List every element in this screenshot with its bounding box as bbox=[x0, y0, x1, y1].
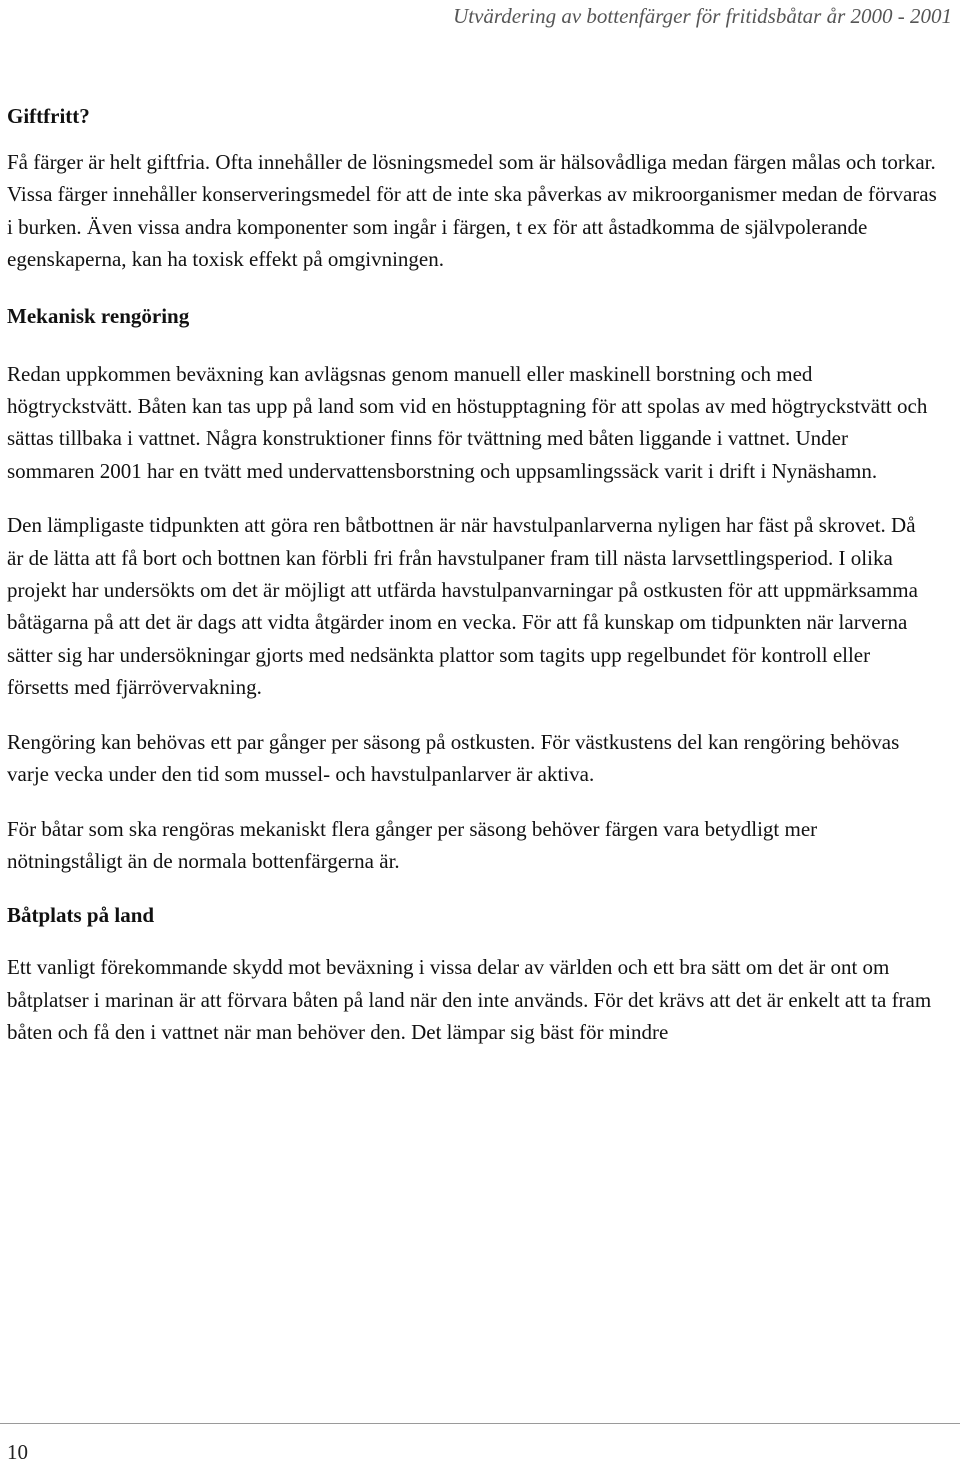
page-number: 10 bbox=[7, 1440, 28, 1464]
heading-giftfritt: Giftfritt? bbox=[7, 104, 90, 128]
heading-batplats-pa-land: Båtplats på land bbox=[7, 903, 155, 928]
paragraph-batplats: Ett vanligt förekommande skydd mot beväxning i vissa delar av världen och ett bra sätt om det är ont om båtplatser i marinan är att förvara båten på land när den inte används. För det krävs att det är enkelt att ta fram båten och få den i vattnet när man behöver den. Det lämpar sig bäst för mindre bbox=[7, 955, 932, 1045]
paragraph-mekanisk-4: För båtar som ska rengöras mekaniskt flera gånger per säsong behöver färgen vara betydligt mer nötningståligt än de normala bottenfärgerna är. bbox=[7, 816, 818, 873]
paragraph-mekanisk-2: Den lämpligaste tidpunkten att göra ren båtbottnen är när havstulpanlarverna nyligen har fäst på skrovet. Då är de lätta att få bort och bottnen kan förbli fri från havstulpaner fram till nästa larvsettlingsperiod. I olika projekt har undersökts om det är möjligt att utfärda havstulpanvarningar på ostkusten för att uppmärksamma båtägarna på att det är dags att vidta åtgärder inom en vecka. För att få kunskap om tidpunkten när larverna sätter sig har undersökningar gjorts med nedsänkta plattor som tagits upp regelbundet för kontroll eller försetts med fjärrövervakning. bbox=[7, 513, 918, 700]
running-header: Utvärdering av bottenfärger för fritidsbåtar år 2000 - 2001 bbox=[453, 4, 952, 28]
paragraph-giftfritt: Få färger är helt giftfria. Ofta innehåller de lösningsmedel som är hälsovådliga medan färgen målas och torkar. Vissa färger innehåller konserveringsmedel för att de inte ska påverkas av mikroorganismer medan de förvaras i burken. Även vissa andra komponenter som ingår i färgen, t ex för att åstadkomma de självpolerande egenskaperna, kan ha toxisk effekt på omgivningen. bbox=[7, 150, 937, 272]
paragraph-mekanisk-1: Redan uppkommen beväxning kan avlägsnas genom manuell eller maskinell borstning och med högtryckstvätt. Båten kan tas upp på land som vid en höstupptagning för att spolas av med högtryckstvätt och sättas tillbaka i vattnet. Några konstruktioner finns för tvättning med båten liggande i vattnet. Under sommaren 2001 har en tvätt med undervattensborstning och uppsamlingssäck varit i drift i Nynäshamn. bbox=[7, 361, 928, 483]
section-mekanisk-rengoring bbox=[7, 358, 937, 878]
document-body bbox=[7, 100, 937, 1049]
paragraph-mekanisk-3: Rengöring kan behövas ett par gånger per säsong på ostkusten. För västkustens del kan rengöring behövas varje vecka under den tid som mussel- och havstulpanlarver är aktiva. bbox=[7, 729, 900, 787]
heading-mekanisk-rengoring: Mekanisk rengöring bbox=[7, 303, 190, 328]
footer-divider bbox=[0, 1423, 960, 1424]
